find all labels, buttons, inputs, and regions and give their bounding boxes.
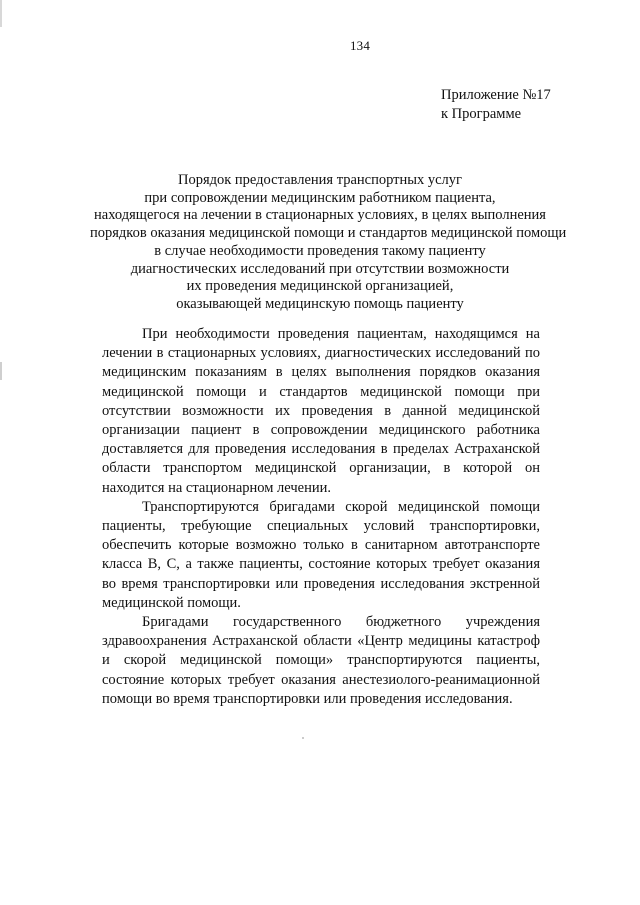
- scan-speck: [302, 737, 304, 739]
- page-number: 134: [349, 38, 371, 53]
- appendix-note: [441, 86, 551, 123]
- body-paragraph: Бригадами государственного бюджетного учреждения здравоохранения Астраханской области «Центр медицины катастроф и скорой медицинской помощи» транспортируются пациенты, состояние которых требует оказания анестезиолого-реанимационной помощи во время транспортировки или проведения исследования.: [102, 614, 540, 707]
- body-paragraph: При необходимости проведения пациентам, находящимся на лечении в стационарных условиях, диагностических исследований по медицинским показаниям в целях выполнения порядков оказания медицинской помощи и стандартов медицинской помощи при отсутствии возможности их проведения в данной медицинской организации пациент в сопровождении медицинского работника доставляется для проведения исследования в пределах Астраханской области транспортом медицинской организации, в которой он находится на стационарном лечении.: [102, 326, 540, 496]
- document-title: [90, 172, 567, 314]
- appendix-label: Приложение №17: [441, 87, 551, 103]
- document-body: [102, 325, 540, 709]
- title-line: в случае необходимости проведения такому пациенту: [154, 242, 486, 259]
- title-line: Порядок предоставления транспортных услуг: [177, 172, 462, 188]
- title-line: при сопровождении медицинским работником пациента,: [144, 189, 496, 206]
- title-line: диагностических исследований при отсутствии возможности: [130, 260, 510, 277]
- title-line: порядков оказания медицинской помощи и стандартов медицинской помощи: [90, 225, 567, 242]
- title-line: оказывающей медицинскую помощь пациенту: [176, 295, 464, 312]
- title-line: их проведения медицинской организацией,: [186, 278, 454, 295]
- title-line: находящегося на лечении в стационарных условиях, в целях выполнения: [94, 207, 546, 224]
- appendix-program-label: к Программе: [441, 105, 522, 122]
- body-paragraph: Транспортируются бригадами скорой медицинской помощи пациенты, требующие специальных условий транспортировки, обеспечить которые возможно только в санитарном автотранспорте класса В, С, а также пациенты, состояние которых требует оказания во время транспортировки или проведения исследования экстренной медицинской помощи.: [102, 498, 540, 611]
- scan-left-edge: [0, 0, 2, 905]
